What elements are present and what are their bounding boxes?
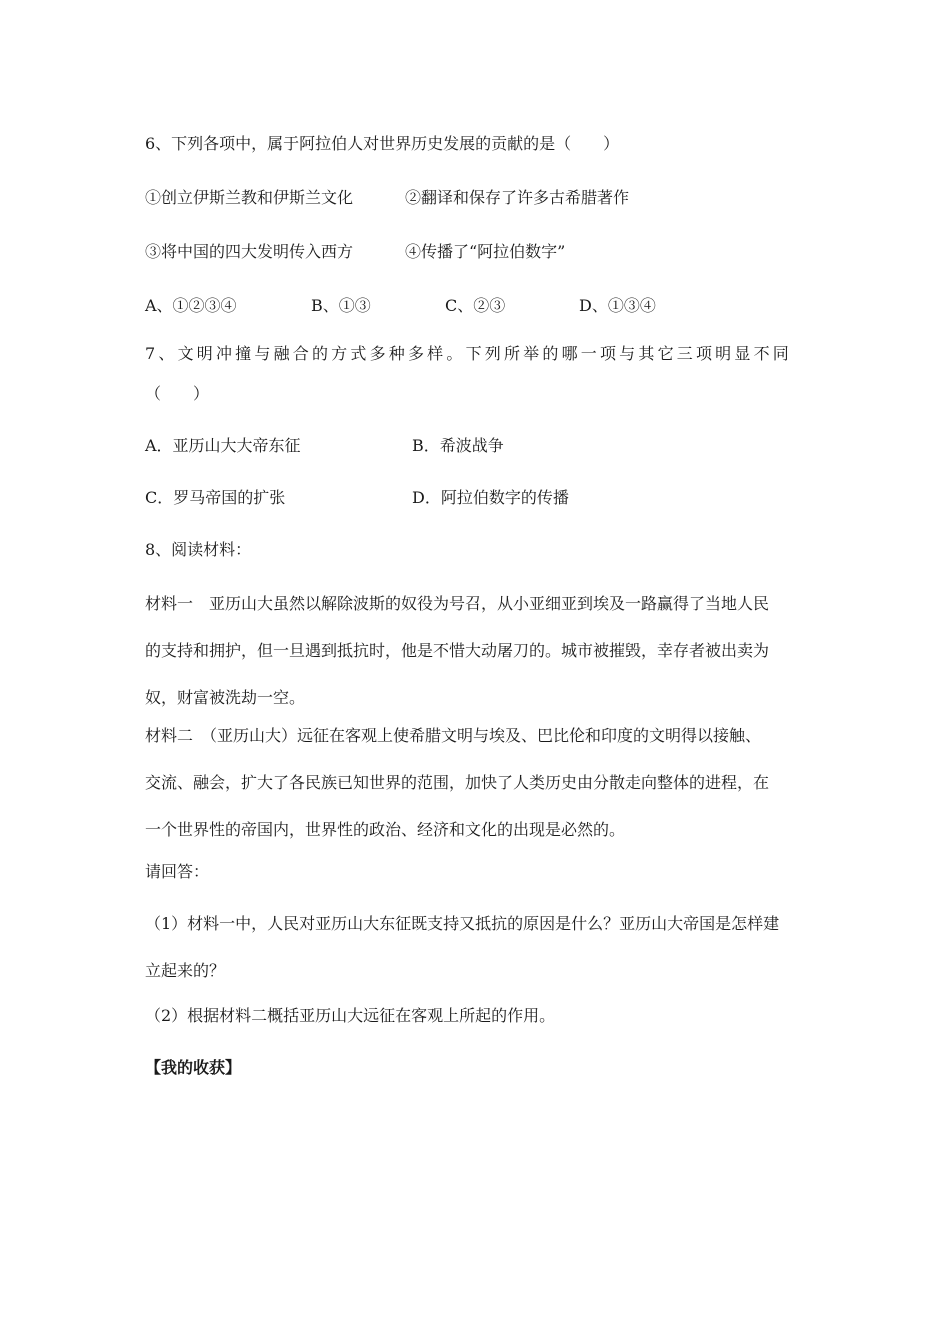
q8-sub-question-1 xyxy=(145,914,810,1008)
q7-option-c: C．罗马帝国的扩张 xyxy=(145,488,286,507)
q8-sub-question-1-line: 立起来的？ xyxy=(145,961,226,980)
q6-item-3: ③将中国的四大发明传入西方 xyxy=(145,242,354,261)
q8-prompt: 请回答： xyxy=(145,862,210,881)
q7-option-d: D．阿拉伯数字的传播 xyxy=(412,488,569,507)
q8-material-2-line: 材料二 （亚历山大）远征在客观上使希腊文明与埃及、巴比伦和印度的文明得以接触、 xyxy=(145,726,762,745)
q7-option-a: A．亚历山大大帝东征 xyxy=(145,436,301,455)
q6-option-b: B、①③ xyxy=(311,296,371,315)
q8-material-1-line: 的支持和拥护，但一旦遇到抵抗时，他是不惜大动屠刀的。城市被摧毁，幸存者被出卖为 xyxy=(145,641,770,660)
q8-material-2-line: 交流、融会，扩大了各民族已知世界的范围，加快了人类历史由分散走向整体的进程，在 xyxy=(145,773,770,792)
q8-material-2-line: 一个世界性的帝国内，世界性的政治、经济和文化的出现是必然的。 xyxy=(145,820,626,839)
q8-stem: 8、阅读材料： xyxy=(145,540,252,559)
q8-sub-question-1-line: （1）材料一中，人民对亚历山大东征既支持又抵抗的原因是什么？亚历山大帝国是怎样建 xyxy=(145,914,780,933)
q6-item-2: ②翻译和保存了许多古希腊著作 xyxy=(405,188,630,207)
q8-material-1 xyxy=(145,594,810,735)
q8-material-2 xyxy=(145,726,810,867)
q8-material-1-line: 材料一 亚历山大虽然以解除波斯的奴役为号召，从小亚细亚到埃及一路赢得了当地人民 xyxy=(145,594,770,613)
q6-option-c: C、②③ xyxy=(445,296,506,315)
q6-item-4: ④传播了“阿拉伯数字” xyxy=(405,242,566,261)
q7-option-b: B．希波战争 xyxy=(412,436,504,455)
q7-stem: 7、文明冲撞与融合的方式多种多样。下列所举的哪一项与其它三项明显不同 xyxy=(145,344,792,363)
q8-material-1-line: 奴，财富被洗劫一空。 xyxy=(145,688,306,707)
q6-stem: 6、下列各项中，属于阿拉伯人对世界历史发展的贡献的是（ ） xyxy=(145,134,620,153)
q6-option-a: A、①②③④ xyxy=(145,296,237,315)
q7-paren: （ ） xyxy=(145,384,210,403)
harvest-heading: 【我的收获】 xyxy=(145,1058,242,1077)
q6-option-d: D、①③④ xyxy=(579,296,656,315)
q8-sub-question-2: （2）根据材料二概括亚历山大远征在客观上所起的作用。 xyxy=(145,1006,556,1025)
q6-item-1: ①创立伊斯兰教和伊斯兰文化 xyxy=(145,188,354,207)
